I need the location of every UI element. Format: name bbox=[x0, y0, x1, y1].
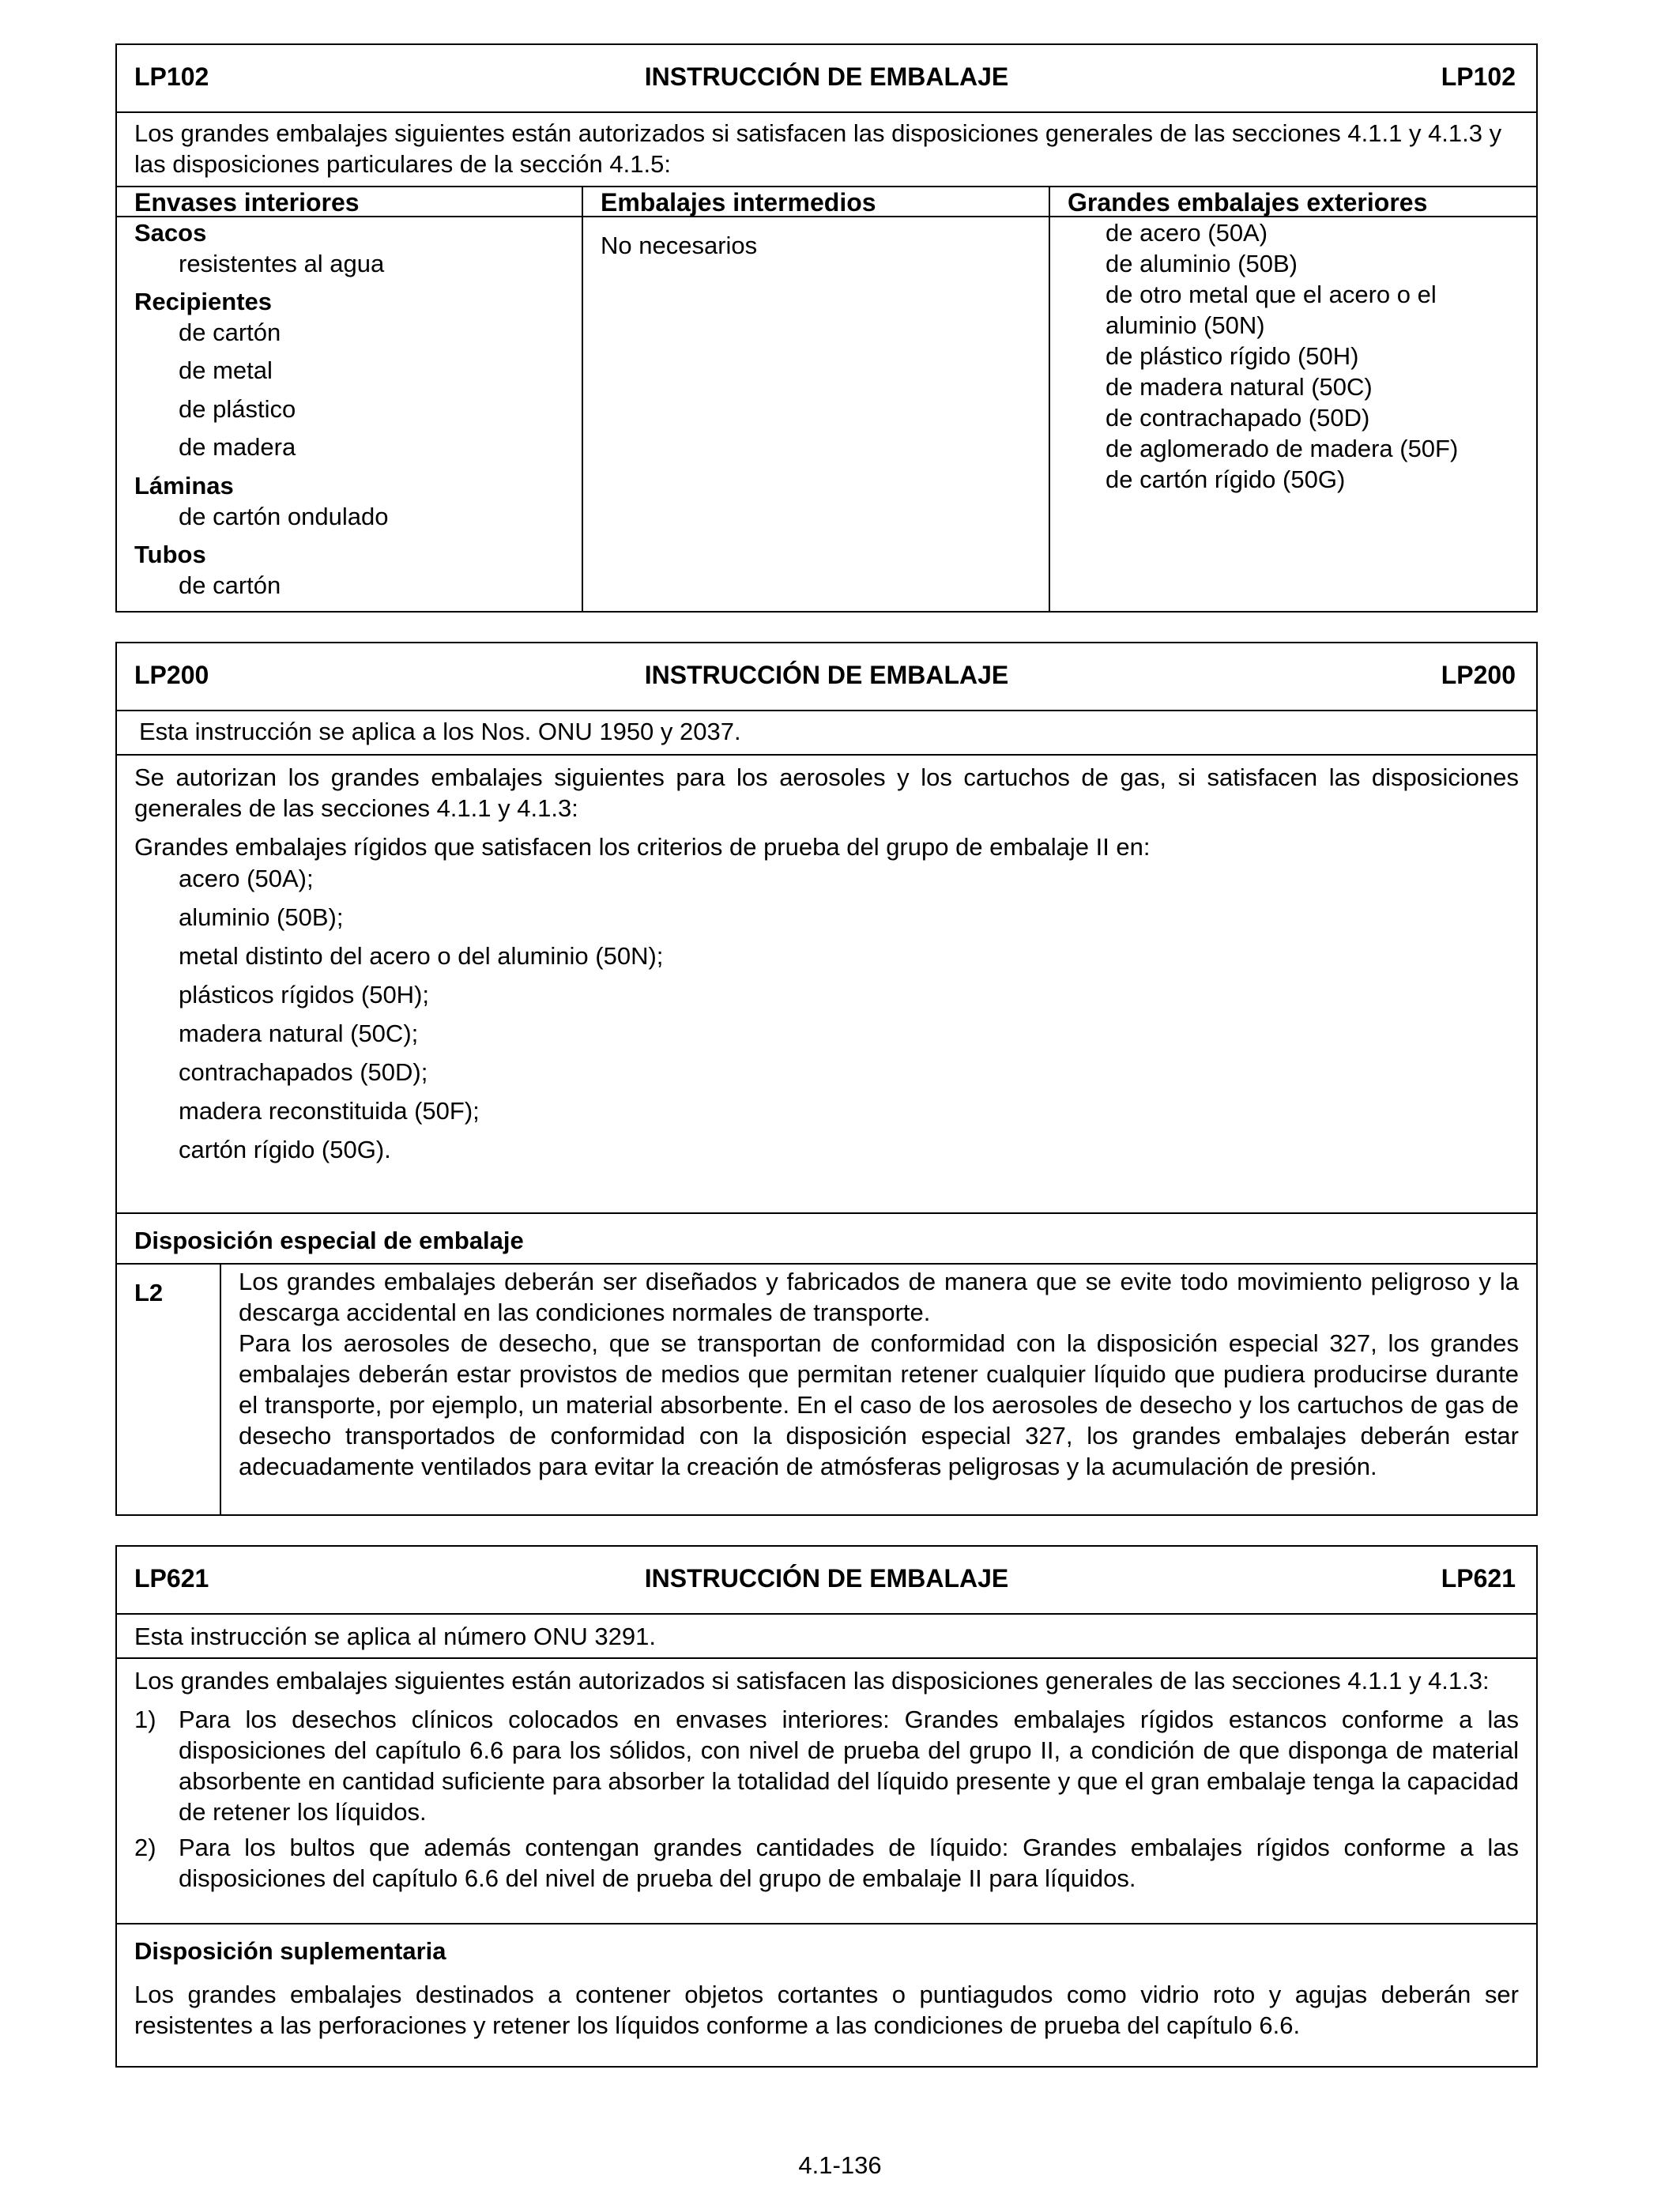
lp102-columns bbox=[117, 217, 1536, 612]
special-provision-paragraph-2: Para los aerosoles de desecho, que se transportan de conformidad con la disposición especial 327, los grandes embalajes deberán estar provistos de medios que permitan retener cualquier líquido que pudiera producirse durante el transporte, por ejemplo, un material absorbente. En el caso de los aerosoles de desecho y los cartuchos de gas de desecho transportados de conformidad con la disposición especial 327, los grandes embalajes deberán estar adecuadamente ventilados para evitar la creación de atmósferas peligrosas y la acumulación de presión. bbox=[239, 1329, 1519, 1480]
inner-item: de madera bbox=[179, 433, 296, 461]
supplementary-heading: Disposición suplementaria bbox=[134, 1937, 446, 1965]
lp200-header bbox=[117, 643, 1536, 710]
column-header-outer: Grandes embalajes exteriores bbox=[1068, 188, 1428, 217]
material-item: aluminio (50B); bbox=[179, 903, 344, 931]
intermediate-value: No necesarios bbox=[601, 232, 758, 259]
inner-packagings-cell bbox=[117, 217, 583, 612]
inner-group-sacos: Sacos bbox=[134, 219, 207, 247]
lp621-item-1 bbox=[134, 1704, 1519, 1827]
lp200-code-left: LP200 bbox=[134, 661, 209, 689]
special-provision-paragraph-1: Los grandes embalajes deberán ser diseñados y fabricados de manera que se evite todo movimiento peligroso y la descarga accidental en las condiciones normales de transporte. bbox=[239, 1268, 1519, 1326]
lp621-paragraph-1: Los grandes embalajes siguientes están autorizados si satisfacen las disposiciones generales de las secciones 4.1.1 y 4.1.3: bbox=[134, 1667, 1490, 1695]
lp102-intro bbox=[117, 111, 1536, 186]
outer-packagings-cell bbox=[1050, 217, 1536, 612]
intermediate-packagings-cell bbox=[583, 217, 1050, 612]
material-item: cartón rígido (50G). bbox=[179, 1136, 391, 1163]
lp621-code-left: LP621 bbox=[134, 1564, 209, 1593]
lp102-title: INSTRUCCIÓN DE EMBALAJE bbox=[644, 62, 1009, 91]
lp200-code-right: LP200 bbox=[1441, 661, 1516, 689]
outer-item: de aluminio (50B) bbox=[1106, 250, 1298, 277]
material-item: madera natural (50C); bbox=[179, 1020, 419, 1047]
inner-item: de cartón bbox=[179, 571, 281, 599]
outer-item: de contrachapado (50D) bbox=[1106, 404, 1370, 432]
inner-item: de metal bbox=[179, 356, 273, 384]
lp621-code-right: LP621 bbox=[1441, 1564, 1516, 1593]
inner-item: resistentes al agua bbox=[179, 250, 385, 277]
lp621-item-2 bbox=[134, 1832, 1519, 1894]
item-text: Para los desechos clínicos colocados en envases interiores: Grandes embalajes rígidos estancos conforme a las disposiciones del capítulo 6.6 para los sólidos, con nivel de prueba del grupo II, a condición de que disponga de material absorbente en cantidad suficiente para absorber la totalidad del líquido presente y que el gran embalaje tenga la capacidad de retener los líquidos. bbox=[179, 1706, 1519, 1826]
lp200-material-list bbox=[134, 859, 1519, 1169]
inner-item: de plástico bbox=[179, 395, 296, 423]
outer-item: de acero (50A) bbox=[1106, 219, 1268, 247]
special-provision-text bbox=[221, 1265, 1536, 1514]
page-number: 4.1-136 bbox=[798, 2151, 882, 2179]
special-heading-text: Disposición especial de embalaje bbox=[134, 1227, 524, 1254]
lp200-paragraph-1: Se autorizan los grandes embalajes siguientes para los aerosoles y los cartuchos de gas, si satisfacen las disposiciones generales de las secciones 4.1.1 y 4.1.3: bbox=[134, 763, 1519, 822]
material-item: plásticos rígidos (50H); bbox=[179, 981, 430, 1008]
supplementary-text: Los grandes embalajes destinados a contener objetos cortantes o puntiagudos como vidrio roto y agujas deberán ser resistentes a las perforaciones y retener los líquidos conforme a las condiciones de prueba del capítulo 6.6. bbox=[134, 1981, 1519, 2039]
inner-item: de cartón ondulado bbox=[179, 503, 389, 530]
material-item: metal distinto del acero o del aluminio (50N); bbox=[179, 942, 664, 970]
lp200-special-heading bbox=[117, 1212, 1536, 1263]
special-provision-code: L2 bbox=[117, 1265, 221, 1514]
lp621-header bbox=[117, 1547, 1536, 1613]
lp200-title: INSTRUCCIÓN DE EMBALAJE bbox=[644, 661, 1009, 689]
material-item: madera reconstituida (50F); bbox=[179, 1097, 480, 1125]
lp621-supplementary bbox=[117, 1923, 1536, 2066]
item-number: 1) bbox=[134, 1706, 156, 1733]
inner-group-tubos: Tubos bbox=[134, 541, 206, 568]
lp621-table bbox=[115, 1545, 1538, 2068]
item-number: 2) bbox=[134, 1834, 156, 1861]
outer-item: aluminio (50N) bbox=[1106, 311, 1265, 339]
lp200-table bbox=[115, 642, 1538, 1516]
inner-group-recipientes: Recipientes bbox=[134, 288, 273, 315]
material-item: contrachapados (50D); bbox=[179, 1058, 428, 1086]
outer-item: de madera natural (50C) bbox=[1106, 373, 1373, 401]
outer-item: de cartón rígido (50G) bbox=[1106, 466, 1346, 493]
lp200-paragraph-2: Grandes embalajes rígidos que satisfacen los criterios de prueba del grupo de embalaje II en: bbox=[134, 833, 1151, 861]
column-header-intermediate: Embalajes intermedios bbox=[583, 187, 1050, 216]
lp102-code-left: LP102 bbox=[134, 62, 209, 91]
lp102-column-headers bbox=[117, 186, 1536, 217]
lp621-body bbox=[117, 1657, 1536, 1923]
inner-group-laminas: Láminas bbox=[134, 472, 234, 499]
lp200-special-provision bbox=[117, 1263, 1536, 1514]
outer-item: de otro metal que el acero o el bbox=[1106, 281, 1437, 308]
lp200-applies-text: Esta instrucción se aplica a los Nos. ONU 1950 y 2037. bbox=[139, 718, 741, 745]
lp200-body bbox=[117, 754, 1536, 1212]
material-item: acero (50A); bbox=[179, 865, 314, 892]
lp621-title: INSTRUCCIÓN DE EMBALAJE bbox=[644, 1564, 1009, 1593]
lp102-table bbox=[115, 43, 1538, 613]
outer-item: de aglomerado de madera (50F) bbox=[1106, 435, 1459, 462]
lp102-code-right: LP102 bbox=[1441, 62, 1516, 91]
inner-item: de cartón bbox=[179, 319, 281, 346]
lp200-applies bbox=[117, 710, 1536, 754]
column-header-inner: Envases interiores bbox=[117, 187, 583, 216]
lp621-applies-text: Esta instrucción se aplica al número ONU 3291. bbox=[134, 1623, 656, 1650]
outer-item: de plástico rígido (50H) bbox=[1106, 342, 1359, 370]
lp102-intro-text: Los grandes embalajes siguientes están autorizados si satisfacen las disposiciones generales de las secciones 4.1.1 y 4.1.3 y las disposiciones particulares de la sección 4.1.5: bbox=[134, 119, 1502, 178]
lp621-applies bbox=[117, 1613, 1536, 1657]
lp102-header bbox=[117, 45, 1536, 111]
item-text: Para los bultos que además contengan grandes cantidades de líquido: Grandes embalajes rígidos conforme a las disposiciones del capítulo 6.6 del nivel de prueba del grupo de embalaje II para líquidos. bbox=[179, 1834, 1519, 1892]
